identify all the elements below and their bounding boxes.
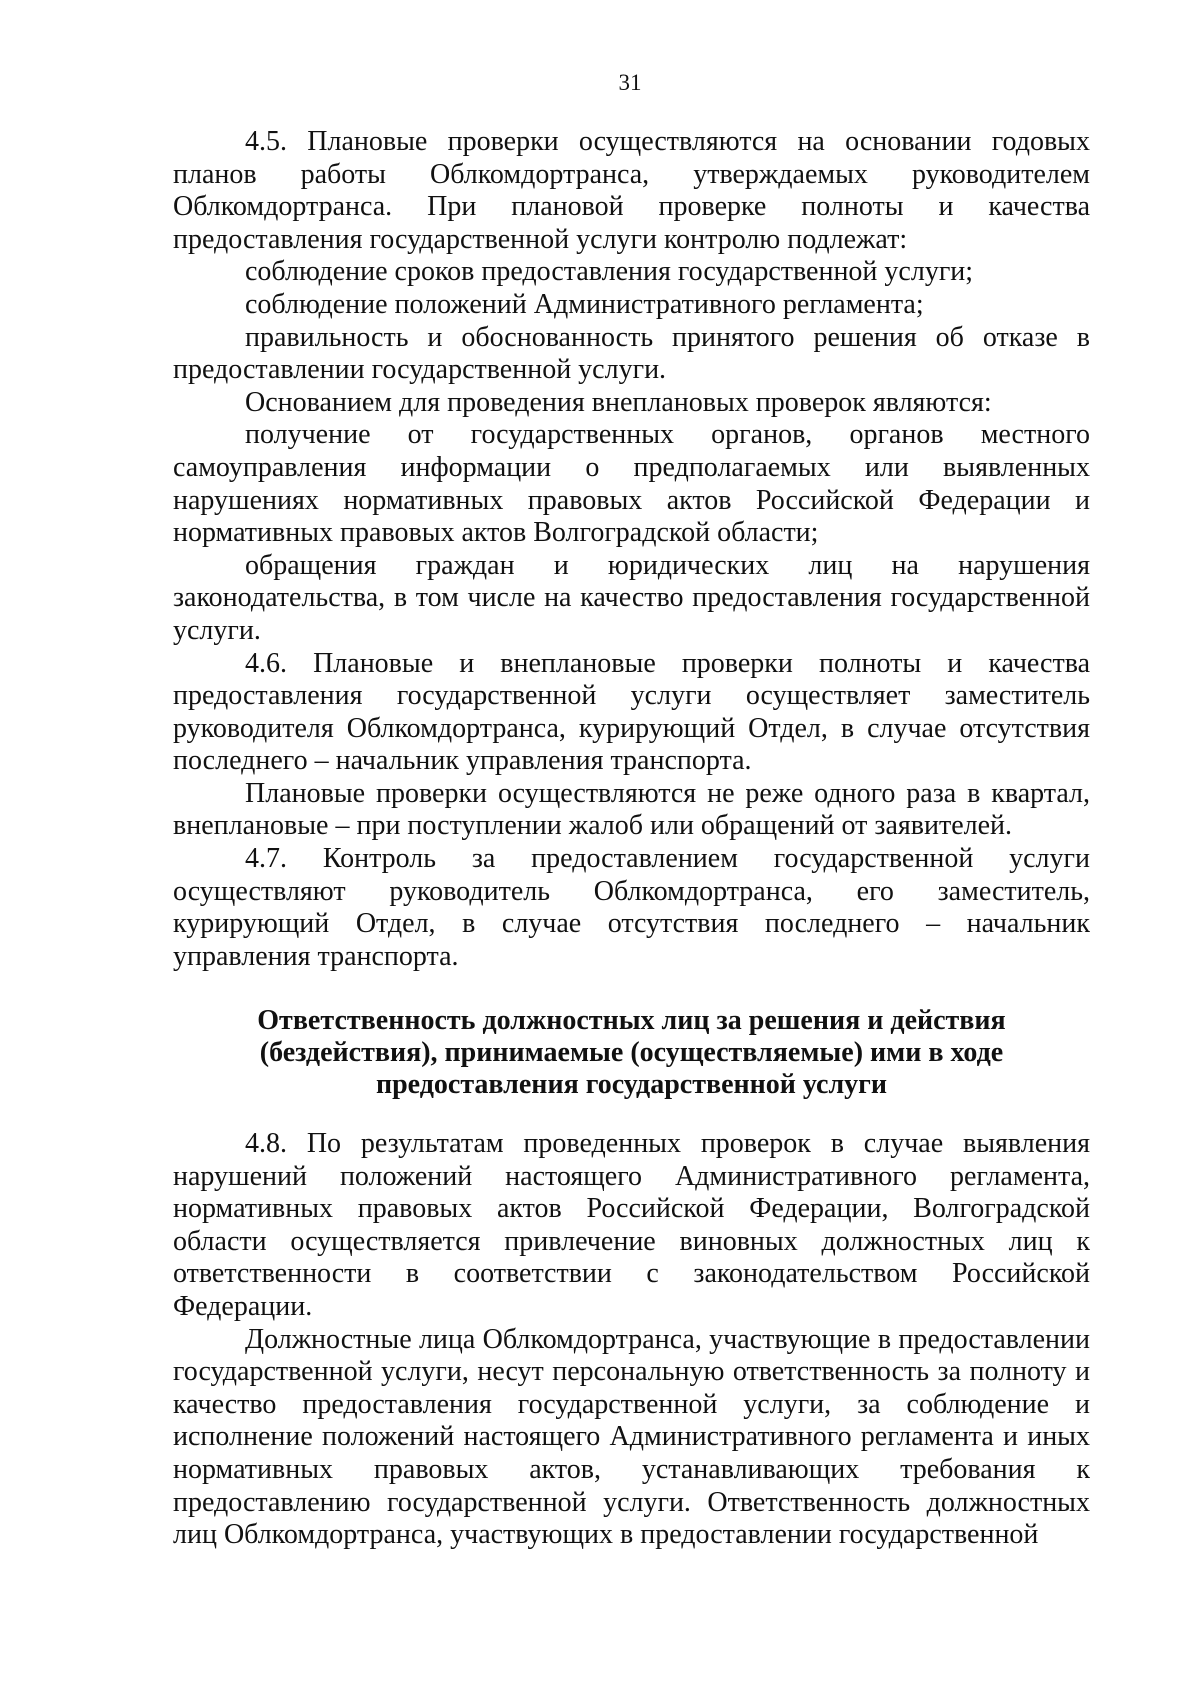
paragraph-regulation-compliance: соблюдение положений Административного регламента; — [245, 288, 924, 320]
page-number: 31 — [618, 70, 642, 95]
paragraph-4-6: 4.6. Плановые и внеплановые проверки полноты и качества предоставления государственной услуги осуществляет заместитель руководителя Облкомдортранса, курирующий Отдел, в случае отсутствия последнего – начальник управления транспорта. — [173, 647, 1090, 777]
section-responsibility — [173, 1128, 1090, 1552]
paragraph-unscheduled-grounds: Основанием для проведения внеплановых проверок являются: — [245, 386, 992, 418]
heading-line-2: (бездействия), принимаемые (осуществляемые) ими в ходе — [259, 1037, 1004, 1068]
paragraph-4-8: 4.8. По результатам проведенных проверок в случае выявления нарушений положений настоящего Административного регламента, нормативных правовых актов Российской Федерации, Волгоградской области осуществляется привлечение виновных должностных лиц к ответственности в соответствии с законодательством Российской Федерации. — [173, 1128, 1090, 1322]
paragraph-refusal-validity: правильность и обоснованность принятого решения об отказе в предоставлении государственной услуги. — [173, 321, 1090, 386]
paragraph-4-7: 4.7. Контроль за предоставлением государственной услуги осуществляют руководитель Облкомдортранса, его заместитель, курирующий Отдел, в случае отсутствия последнего – начальник управления транспорта. — [173, 843, 1090, 972]
paragraph-officials-responsibility: Должностные лица Облкомдортранса, участвующие в предоставлении государственной услуги, несут персональную ответственность за полноту и качество предоставления государственной услуги, за соблюдение и исполнение положений настоящего Административного регламента и иных нормативных правовых актов, устанавливающих требования к предоставлению государственной услуги. Ответственность должностных лиц Облкомдортранса, участвующих в предоставлении государственной — [173, 1323, 1090, 1551]
section-heading — [173, 1005, 1090, 1101]
paragraph-info-from-authorities: получение от государственных органов, органов местного самоуправления информации о предполагаемых или выявленных нарушениях нормативных правовых актов Российской Федерации и нормативных правовых актов Волгоградской области; — [173, 419, 1090, 549]
paragraph-deadlines-compliance: соблюдение сроков предоставления государственной услуги; — [245, 256, 974, 288]
paragraph-inspection-frequency: Плановые проверки осуществляются не реже одного раза в квартал, внеплановые – при поступлении жалоб или обращений от заявителей. — [173, 777, 1090, 842]
paragraph-citizen-appeals: обращения граждан и юридических лиц на нарушения законодательства, в том числе на качество предоставления государственной услуги. — [173, 549, 1090, 646]
heading-line-3: предоставления государственной услуги — [375, 1069, 888, 1100]
section-control-procedures — [173, 126, 1090, 973]
heading-line-1: Ответственность должностных лиц за решения и действия — [257, 1005, 1006, 1036]
paragraph-4-5: 4.5. Плановые проверки осуществляются на основании годовых планов работы Облкомдортранса, утверждаемых руководителем Облкомдортранса. При плановой проверке полноты и качества предоставления государственной услуги контролю подлежат: — [173, 126, 1090, 255]
